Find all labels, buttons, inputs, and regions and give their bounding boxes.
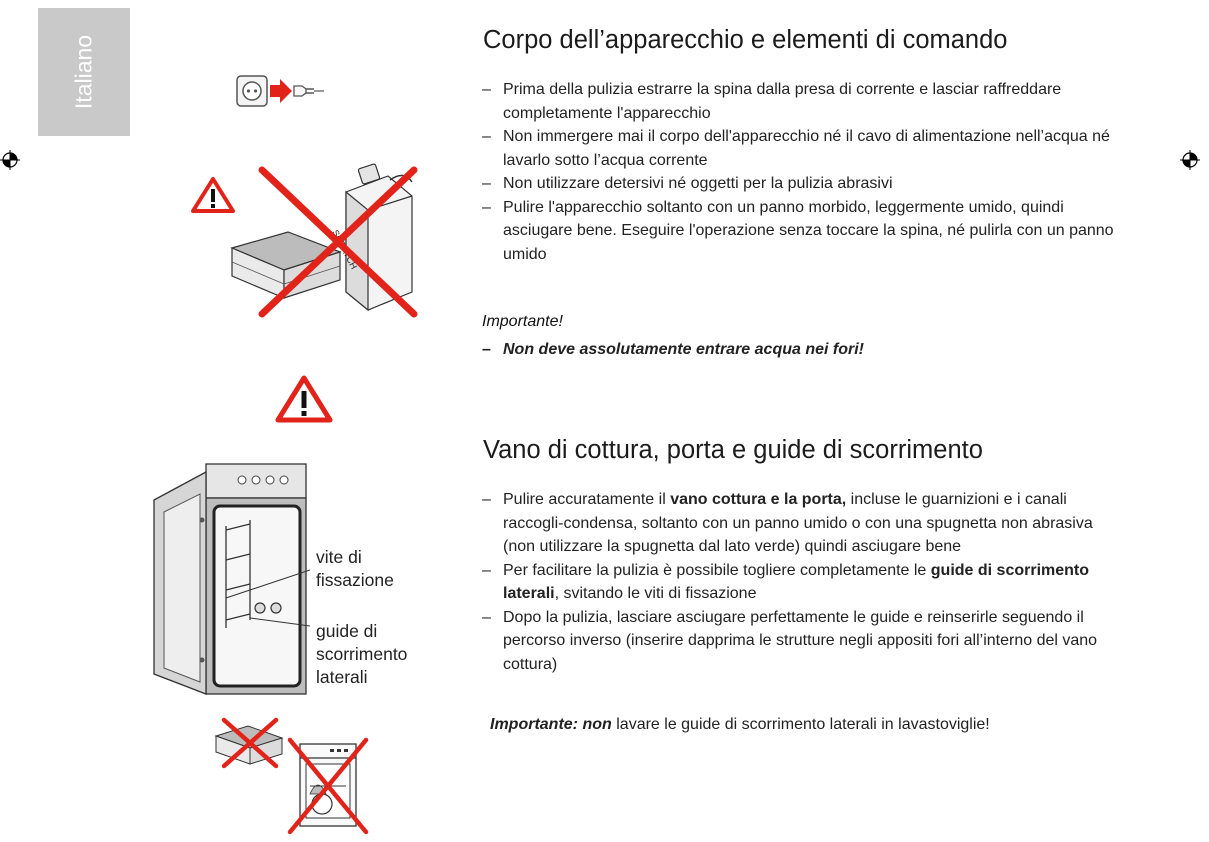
callout-guides-line2: scorrimento <box>316 644 408 664</box>
section1-important-list <box>482 338 1122 362</box>
list-item: – Pulire l'apparecchio soltanto con un panno morbido, leggermente umido, quindi asciugare bene. Eseguire l'operazione senza toccare la spina, né pulirla con un panno umido <box>482 196 1122 267</box>
callout-guides-line1: guide di <box>316 621 378 641</box>
no-abrasive-cleaners-illustration <box>228 152 428 320</box>
registration-mark-right-icon <box>1180 150 1200 170</box>
section1-title: Corpo dell’apparecchio e elementi di comando <box>483 26 1008 54</box>
no-sponge-icon <box>212 714 292 770</box>
callout-guides-line3: laterali <box>316 667 368 687</box>
list-item: – Dopo la pulizia, lasciare asciugare perfettamente le guide e reinserirle seguendo il percorso inverso (inserire dapprima le strutture negli appositi fori all’interno del vano cottura) <box>482 606 1122 677</box>
note-text: lavare le guide di scorrimento laterali in lavastoviglie! <box>616 716 990 733</box>
list-item: – Non immergere mai il corpo dell'apparecchio né il cavo di alimentazione nell’acqua né lavarlo sotto l’acqua corrente <box>482 125 1122 172</box>
item-text: incluse le guarnizioni e i canali raccogli-condensa, soltanto con un panno umido o con una spugnetta non abrasiva (non utilizzare la spugnetta dal lato verde) quindi asciugare bene <box>503 491 1093 555</box>
section2-title: Vano di cottura, porta e guide di scorrimento <box>483 436 983 464</box>
item-text: , svitando le viti di fissazione <box>554 585 757 602</box>
section2-list <box>482 488 1122 676</box>
section1-important-label: Importante! <box>482 313 563 330</box>
note-label: Importante: <box>490 716 578 733</box>
oven-illustration <box>150 460 310 700</box>
item-bold: guide di scorrimento laterali <box>503 561 1090 602</box>
list-item <box>482 559 1122 606</box>
item-text: Pulire accuratamente il <box>503 491 671 508</box>
callout-guides <box>316 620 407 689</box>
list-item: – Prima della pulizia estrarre la spina dalla presa di corrente e lasciar raffreddare completamente l'apparecchio <box>482 78 1122 125</box>
registration-mark-left-icon <box>0 150 20 170</box>
list-item <box>482 338 1122 362</box>
item-text: Per facilitare la pulizia è possibile togliere completamente le <box>503 561 931 579</box>
section1-list <box>482 78 1122 266</box>
callout-screw <box>316 546 394 592</box>
item-bold: vano cottura e la porta, <box>670 491 847 508</box>
list-item: – Non utilizzare detersivi né oggetti per la pulizia abrasivi <box>482 172 1122 196</box>
language-tab-label: Italiano <box>70 34 97 110</box>
list-item <box>482 488 1122 559</box>
section2-important-note <box>490 713 1100 737</box>
no-dishwasher-icon <box>286 736 370 836</box>
callout-screw-line2: fissazione <box>316 570 394 590</box>
note-emphasis: non <box>582 716 612 733</box>
callout-screw-line1: vite di <box>316 547 362 567</box>
unplug-icon <box>236 75 326 109</box>
important-text: Non deve assolutamente entrare acqua nei fori! <box>503 341 864 358</box>
language-tab <box>38 8 130 136</box>
warning-triangle-large-icon <box>274 374 334 424</box>
